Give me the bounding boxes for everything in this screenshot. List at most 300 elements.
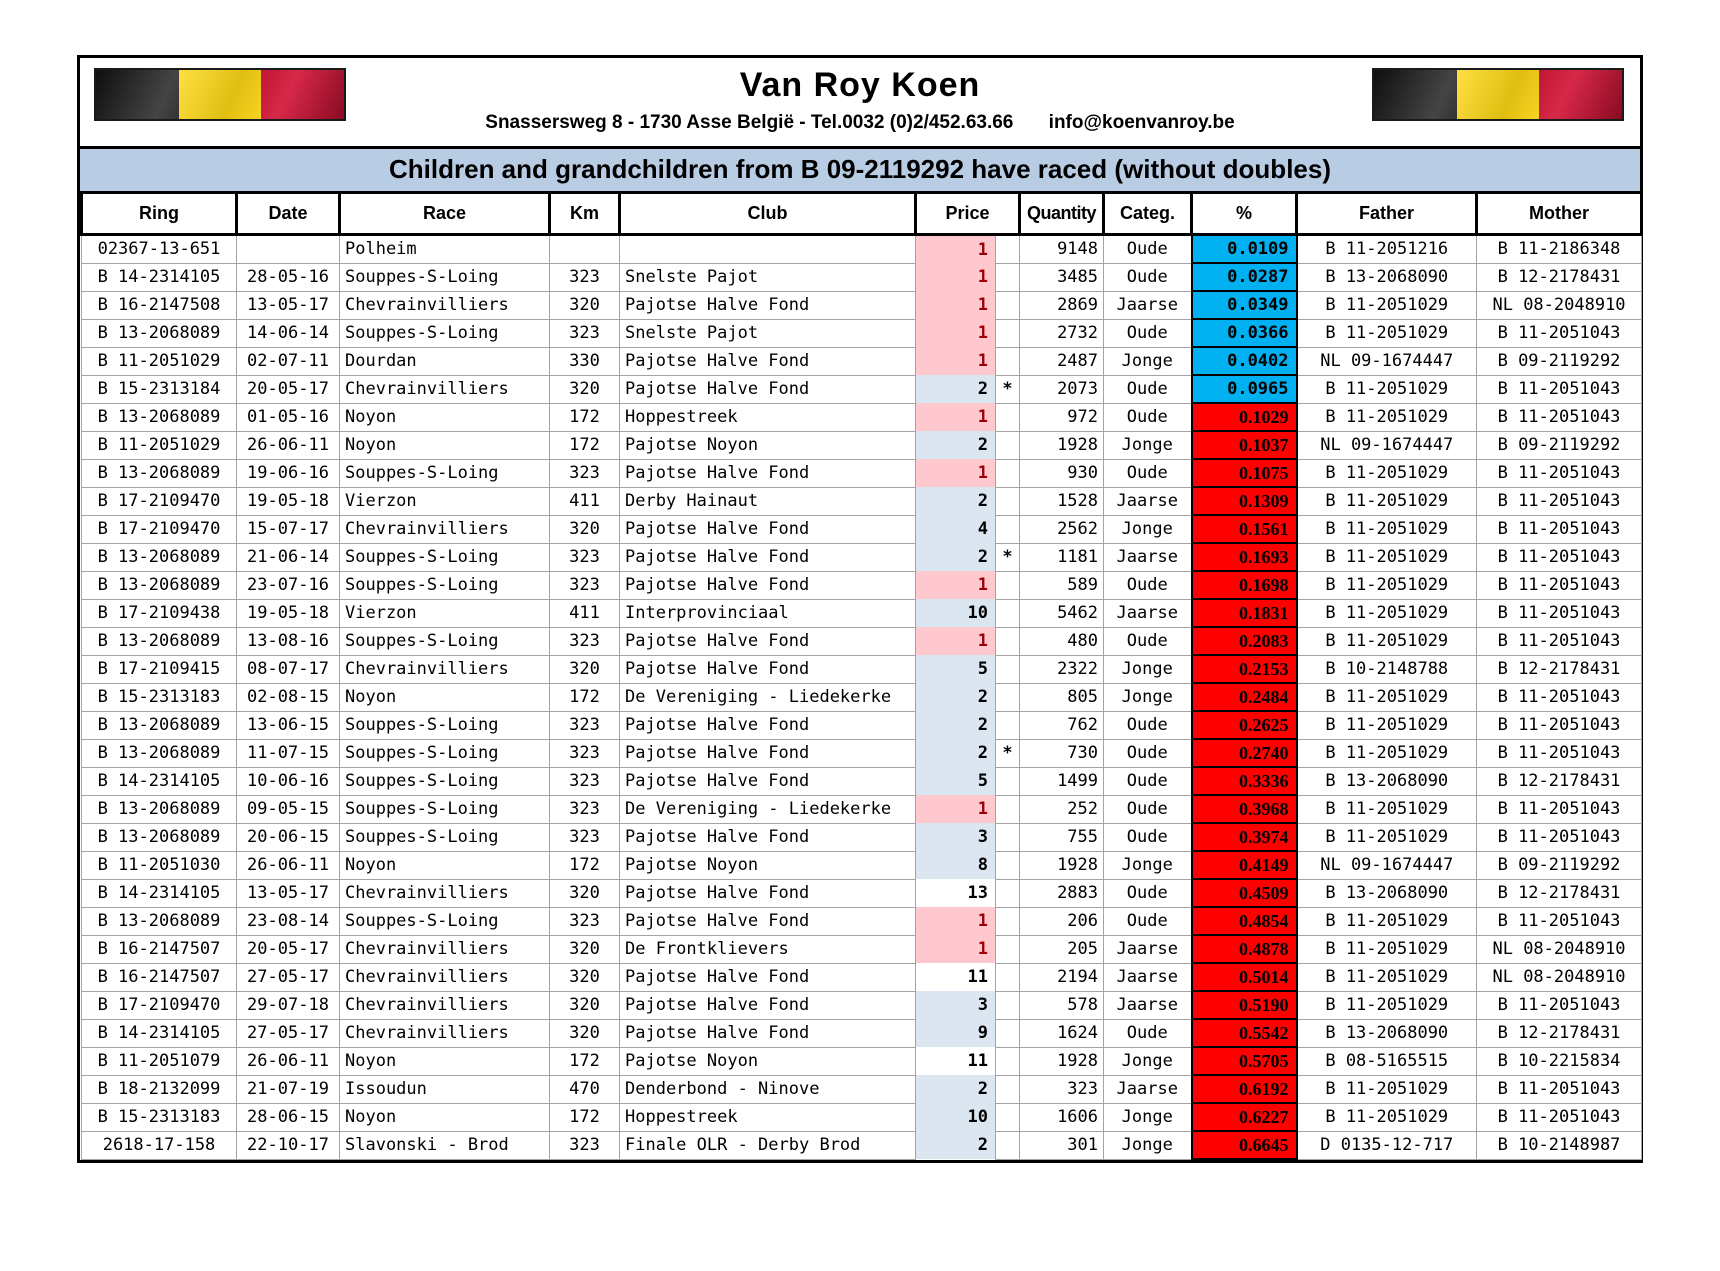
cell-categ: Jonge (1104, 515, 1192, 543)
table-row (82, 879, 1642, 907)
cell-star (996, 1103, 1020, 1131)
cell-star: * (996, 739, 1020, 767)
cell-club: Pajotse Halve Fond (620, 1019, 916, 1047)
table-row (82, 347, 1642, 375)
cell-km: 172 (550, 1103, 620, 1131)
cell-star (996, 515, 1020, 543)
cell-quantity: 301 (1020, 1131, 1104, 1159)
table-row (82, 907, 1642, 935)
cell-father: B 11-2051029 (1297, 823, 1477, 851)
cell-km: 320 (550, 963, 620, 991)
cell-ring: B 17-2109470 (82, 487, 237, 515)
cell-race: Chevrainvilliers (340, 1019, 550, 1047)
cell-price: 10 (916, 1103, 996, 1131)
cell-price: 1 (916, 291, 996, 319)
flag-stripe-yellow (1457, 70, 1540, 119)
cell-categ: Oude (1104, 739, 1192, 767)
cell-star (996, 823, 1020, 851)
cell-ring: B 13-2068089 (82, 571, 237, 599)
cell-club: Pajotse Halve Fond (620, 459, 916, 487)
cell-ring: B 11-2051030 (82, 851, 237, 879)
table-row (82, 1047, 1642, 1075)
cell-price: 2 (916, 1075, 996, 1103)
email-text: info@koenvanroy.be (1048, 112, 1235, 133)
table-row (82, 823, 1642, 851)
flag-stripe-red (1539, 70, 1622, 119)
cell-father: B 11-2051029 (1297, 487, 1477, 515)
cell-club: Derby Hainaut (620, 487, 916, 515)
cell-race: Souppes-S-Loing (340, 263, 550, 291)
cell-pct: 0.3974 (1192, 823, 1297, 851)
cell-categ: Oude (1104, 571, 1192, 599)
cell-star (996, 1047, 1020, 1075)
cell-pct: 0.1309 (1192, 487, 1297, 515)
cell-price: 10 (916, 599, 996, 627)
cell-pct: 0.0402 (1192, 347, 1297, 375)
cell-categ: Oude (1104, 375, 1192, 403)
cell-race: Souppes-S-Loing (340, 823, 550, 851)
table-row (82, 963, 1642, 991)
flag-stripe-black (96, 70, 179, 119)
cell-mother: B 11-2186348 (1477, 235, 1642, 264)
cell-price: 1 (916, 935, 996, 963)
cell-star (996, 767, 1020, 795)
cell-categ: Oude (1104, 767, 1192, 795)
cell-date: 27-05-17 (237, 1019, 340, 1047)
table-row (82, 739, 1642, 767)
cell-date: 19-06-16 (237, 459, 340, 487)
cell-km: 323 (550, 263, 620, 291)
cell-km (550, 235, 620, 264)
cell-race: Chevrainvilliers (340, 291, 550, 319)
column-header-race: Race (340, 193, 550, 235)
cell-father: B 08-5165515 (1297, 1047, 1477, 1075)
table-row (82, 711, 1642, 739)
cell-club: Denderbond - Ninove (620, 1075, 916, 1103)
cell-star (996, 599, 1020, 627)
cell-quantity: 480 (1020, 627, 1104, 655)
cell-categ: Oude (1104, 907, 1192, 935)
cell-pct: 0.2484 (1192, 683, 1297, 711)
cell-father: B 11-2051029 (1297, 291, 1477, 319)
cell-race: Noyon (340, 431, 550, 459)
cell-club: Pajotse Halve Fond (620, 375, 916, 403)
cell-father: B 11-2051029 (1297, 543, 1477, 571)
cell-ring: B 15-2313183 (82, 683, 237, 711)
cell-categ: Oude (1104, 235, 1192, 264)
cell-categ: Jonge (1104, 1103, 1192, 1131)
cell-mother: B 12-2178431 (1477, 1019, 1642, 1047)
cell-categ: Oude (1104, 403, 1192, 431)
cell-mother: B 11-2051043 (1477, 571, 1642, 599)
table-row (82, 655, 1642, 683)
cell-categ: Jaarse (1104, 935, 1192, 963)
cell-date: 22-10-17 (237, 1131, 340, 1159)
cell-club: Pajotse Noyon (620, 431, 916, 459)
cell-km: 172 (550, 851, 620, 879)
cell-mother: B 11-2051043 (1477, 375, 1642, 403)
cell-club: De Vereniging - Liedekerke (620, 795, 916, 823)
cell-ring: B 17-2109470 (82, 515, 237, 543)
cell-price: 9 (916, 1019, 996, 1047)
cell-race: Chevrainvilliers (340, 515, 550, 543)
table-row (82, 1075, 1642, 1103)
cell-categ: Oude (1104, 263, 1192, 291)
cell-categ: Jonge (1104, 347, 1192, 375)
cell-price: 1 (916, 459, 996, 487)
cell-father: B 11-2051029 (1297, 571, 1477, 599)
cell-quantity: 930 (1020, 459, 1104, 487)
document (77, 55, 1643, 1163)
cell-ring: B 16-2147508 (82, 291, 237, 319)
cell-date: 08-07-17 (237, 655, 340, 683)
cell-price: 1 (916, 319, 996, 347)
cell-km: 411 (550, 487, 620, 515)
cell-star (996, 683, 1020, 711)
cell-club: Pajotse Halve Fond (620, 515, 916, 543)
cell-km: 172 (550, 403, 620, 431)
cell-date: 23-08-14 (237, 907, 340, 935)
cell-km: 320 (550, 935, 620, 963)
cell-quantity: 5462 (1020, 599, 1104, 627)
cell-date: 29-07-18 (237, 991, 340, 1019)
cell-date: 09-05-15 (237, 795, 340, 823)
cell-father: B 11-2051029 (1297, 935, 1477, 963)
table-row (82, 935, 1642, 963)
cell-date: 13-08-16 (237, 627, 340, 655)
cell-quantity: 323 (1020, 1075, 1104, 1103)
cell-ring: B 17-2109438 (82, 599, 237, 627)
cell-km: 320 (550, 291, 620, 319)
cell-km: 323 (550, 823, 620, 851)
cell-pct: 0.5014 (1192, 963, 1297, 991)
cell-star (996, 711, 1020, 739)
cell-race: Chevrainvilliers (340, 879, 550, 907)
cell-quantity: 3485 (1020, 263, 1104, 291)
cell-race: Slavonski - Brod (340, 1131, 550, 1159)
table-row (82, 375, 1642, 403)
cell-pct: 0.5190 (1192, 991, 1297, 1019)
cell-date (237, 235, 340, 264)
table-row (82, 767, 1642, 795)
cell-father: D 0135-12-717 (1297, 1131, 1477, 1159)
cell-star (996, 935, 1020, 963)
cell-club (620, 235, 916, 264)
belgian-flag-icon (94, 68, 346, 121)
cell-price: 11 (916, 963, 996, 991)
cell-quantity: 2732 (1020, 319, 1104, 347)
cell-pct: 0.1037 (1192, 431, 1297, 459)
cell-pct: 0.6227 (1192, 1103, 1297, 1131)
cell-ring: B 18-2132099 (82, 1075, 237, 1103)
cell-club: Snelste Pajot (620, 319, 916, 347)
cell-race: Chevrainvilliers (340, 963, 550, 991)
cell-ring: B 17-2109470 (82, 991, 237, 1019)
table-row (82, 459, 1642, 487)
table-row (82, 1131, 1642, 1159)
table-row (82, 403, 1642, 431)
cell-categ: Oude (1104, 459, 1192, 487)
cell-star (996, 291, 1020, 319)
cell-club: Hoppestreek (620, 1103, 916, 1131)
column-header-club: Club (620, 193, 916, 235)
cell-mother: B 11-2051043 (1477, 543, 1642, 571)
cell-pct: 0.2740 (1192, 739, 1297, 767)
cell-km: 323 (550, 907, 620, 935)
cell-categ: Jaarse (1104, 291, 1192, 319)
cell-race: Issoudun (340, 1075, 550, 1103)
cell-father: B 11-2051029 (1297, 963, 1477, 991)
cell-date: 15-07-17 (237, 515, 340, 543)
cell-mother: B 11-2051043 (1477, 403, 1642, 431)
cell-date: 19-05-18 (237, 487, 340, 515)
cell-price: 2 (916, 711, 996, 739)
cell-mother: NL 08-2048910 (1477, 935, 1642, 963)
cell-race: Souppes-S-Loing (340, 795, 550, 823)
table-row (82, 431, 1642, 459)
cell-ring: 2618-17-158 (82, 1131, 237, 1159)
cell-quantity: 730 (1020, 739, 1104, 767)
cell-ring: B 13-2068089 (82, 711, 237, 739)
cell-mother: B 11-2051043 (1477, 991, 1642, 1019)
cell-race: Souppes-S-Loing (340, 767, 550, 795)
cell-date: 01-05-16 (237, 403, 340, 431)
cell-km: 323 (550, 543, 620, 571)
cell-price: 2 (916, 431, 996, 459)
cell-pct: 0.0965 (1192, 375, 1297, 403)
cell-ring: B 13-2068089 (82, 459, 237, 487)
cell-father: B 11-2051029 (1297, 459, 1477, 487)
table-row (82, 627, 1642, 655)
cell-race: Vierzon (340, 487, 550, 515)
cell-categ: Oude (1104, 627, 1192, 655)
cell-pct: 0.0366 (1192, 319, 1297, 347)
cell-father: B 11-2051029 (1297, 1075, 1477, 1103)
cell-quantity: 205 (1020, 935, 1104, 963)
cell-date: 23-07-16 (237, 571, 340, 599)
column-header-km: Km (550, 193, 620, 235)
cell-date: 20-05-17 (237, 935, 340, 963)
cell-mother: B 11-2051043 (1477, 711, 1642, 739)
cell-km: 323 (550, 459, 620, 487)
cell-mother: B 11-2051043 (1477, 487, 1642, 515)
cell-quantity: 1606 (1020, 1103, 1104, 1131)
cell-father: B 11-2051029 (1297, 515, 1477, 543)
cell-pct: 0.1029 (1192, 403, 1297, 431)
column-header-categ: Categ. (1104, 193, 1192, 235)
header-row (82, 193, 1642, 235)
cell-pct: 0.1561 (1192, 515, 1297, 543)
cell-quantity: 1499 (1020, 767, 1104, 795)
cell-club: Interprovinciaal (620, 599, 916, 627)
column-header-ring: Ring (82, 193, 237, 235)
cell-club: Hoppestreek (620, 403, 916, 431)
cell-price: 1 (916, 347, 996, 375)
cell-quantity: 252 (1020, 795, 1104, 823)
cell-date: 20-05-17 (237, 375, 340, 403)
cell-club: Pajotse Halve Fond (620, 767, 916, 795)
cell-star (996, 403, 1020, 431)
cell-race: Noyon (340, 683, 550, 711)
cell-quantity: 1928 (1020, 431, 1104, 459)
cell-categ: Jaarse (1104, 1075, 1192, 1103)
cell-km: 172 (550, 1047, 620, 1075)
cell-club: Pajotse Halve Fond (620, 655, 916, 683)
cell-race: Souppes-S-Loing (340, 627, 550, 655)
cell-pct: 0.6192 (1192, 1075, 1297, 1103)
flag-stripe-black (1374, 70, 1457, 119)
cell-categ: Oude (1104, 823, 1192, 851)
cell-km: 320 (550, 375, 620, 403)
cell-km: 323 (550, 795, 620, 823)
cell-quantity: 2883 (1020, 879, 1104, 907)
cell-quantity: 2073 (1020, 375, 1104, 403)
cell-quantity: 1528 (1020, 487, 1104, 515)
cell-ring: 02367-13-651 (82, 235, 237, 264)
cell-star (996, 347, 1020, 375)
cell-ring: B 11-2051029 (82, 347, 237, 375)
cell-price: 1 (916, 263, 996, 291)
cell-mother: B 12-2178431 (1477, 879, 1642, 907)
cell-father: NL 09-1674447 (1297, 851, 1477, 879)
column-header-date: Date (237, 193, 340, 235)
cell-ring: B 15-2313184 (82, 375, 237, 403)
cell-father: B 11-2051029 (1297, 739, 1477, 767)
cell-mother: B 11-2051043 (1477, 1103, 1642, 1131)
cell-ring: B 16-2147507 (82, 935, 237, 963)
cell-quantity: 2562 (1020, 515, 1104, 543)
cell-race: Souppes-S-Loing (340, 739, 550, 767)
cell-mother: B 12-2178431 (1477, 767, 1642, 795)
table-row (82, 571, 1642, 599)
cell-race: Chevrainvilliers (340, 991, 550, 1019)
cell-father: B 13-2068090 (1297, 1019, 1477, 1047)
table-row (82, 291, 1642, 319)
cell-mother: B 11-2051043 (1477, 795, 1642, 823)
cell-race: Souppes-S-Loing (340, 711, 550, 739)
cell-price: 11 (916, 1047, 996, 1075)
cell-quantity: 578 (1020, 991, 1104, 1019)
cell-ring: B 14-2314105 (82, 879, 237, 907)
cell-km: 323 (550, 1131, 620, 1159)
cell-pct: 0.1693 (1192, 543, 1297, 571)
cell-date: 13-05-17 (237, 291, 340, 319)
cell-quantity: 2322 (1020, 655, 1104, 683)
cell-pct: 0.4854 (1192, 907, 1297, 935)
cell-mother: B 11-2051043 (1477, 823, 1642, 851)
cell-pct: 0.4149 (1192, 851, 1297, 879)
cell-club: De Frontklievers (620, 935, 916, 963)
cell-mother: B 11-2051043 (1477, 515, 1642, 543)
cell-quantity: 2487 (1020, 347, 1104, 375)
cell-race: Souppes-S-Loing (340, 571, 550, 599)
cell-categ: Oude (1104, 711, 1192, 739)
table-row (82, 263, 1642, 291)
cell-father: B 11-2051029 (1297, 319, 1477, 347)
cell-star (996, 571, 1020, 599)
cell-price: 1 (916, 907, 996, 935)
cell-mother: B 11-2051043 (1477, 459, 1642, 487)
cell-ring: B 16-2147507 (82, 963, 237, 991)
cell-km: 320 (550, 655, 620, 683)
cell-mother: NL 08-2048910 (1477, 963, 1642, 991)
cell-pct: 0.2625 (1192, 711, 1297, 739)
cell-star (996, 655, 1020, 683)
cell-price: 2 (916, 683, 996, 711)
cell-date: 14-06-14 (237, 319, 340, 347)
table-row (82, 487, 1642, 515)
cell-quantity: 1928 (1020, 851, 1104, 879)
cell-price: 1 (916, 627, 996, 655)
table-row (82, 683, 1642, 711)
cell-star (996, 991, 1020, 1019)
cell-race: Chevrainvilliers (340, 375, 550, 403)
cell-mother: B 11-2051043 (1477, 1075, 1642, 1103)
cell-price: 1 (916, 403, 996, 431)
cell-race: Souppes-S-Loing (340, 543, 550, 571)
cell-price: 1 (916, 571, 996, 599)
cell-star (996, 627, 1020, 655)
cell-race: Noyon (340, 1103, 550, 1131)
cell-mother: B 11-2051043 (1477, 319, 1642, 347)
cell-father: NL 09-1674447 (1297, 431, 1477, 459)
cell-pct: 0.1075 (1192, 459, 1297, 487)
cell-father: B 11-2051216 (1297, 235, 1477, 264)
cell-ring: B 17-2109415 (82, 655, 237, 683)
cell-quantity: 1928 (1020, 1047, 1104, 1075)
cell-father: B 11-2051029 (1297, 627, 1477, 655)
cell-star (996, 319, 1020, 347)
cell-race: Chevrainvilliers (340, 655, 550, 683)
cell-race: Polheim (340, 235, 550, 264)
cell-km: 323 (550, 711, 620, 739)
cell-club: Pajotse Halve Fond (620, 627, 916, 655)
cell-categ: Jonge (1104, 431, 1192, 459)
address-text: Snassersweg 8 - 1730 Asse België - Tel.0032 (0)2/452.63.66 (485, 112, 1014, 133)
table-header (82, 193, 1642, 235)
cell-race: Chevrainvilliers (340, 935, 550, 963)
belgian-flag-icon (1372, 68, 1624, 121)
cell-star (996, 1019, 1020, 1047)
cell-club: Pajotse Halve Fond (620, 291, 916, 319)
results-table (80, 191, 1643, 1160)
cell-price: 2 (916, 375, 996, 403)
cell-date: 19-05-18 (237, 599, 340, 627)
cell-km: 323 (550, 319, 620, 347)
cell-club: Pajotse Halve Fond (620, 991, 916, 1019)
cell-club: Finale OLR - Derby Brod (620, 1131, 916, 1159)
cell-mother: NL 08-2048910 (1477, 291, 1642, 319)
cell-mother: B 11-2051043 (1477, 627, 1642, 655)
cell-ring: B 15-2313183 (82, 1103, 237, 1131)
cell-father: B 11-2051029 (1297, 711, 1477, 739)
cell-father: B 11-2051029 (1297, 683, 1477, 711)
cell-categ: Oude (1104, 319, 1192, 347)
cell-quantity: 589 (1020, 571, 1104, 599)
cell-mother: B 10-2148987 (1477, 1131, 1642, 1159)
cell-categ: Jaarse (1104, 599, 1192, 627)
cell-km: 320 (550, 515, 620, 543)
cell-km: 320 (550, 991, 620, 1019)
cell-pct: 0.1698 (1192, 571, 1297, 599)
cell-quantity: 805 (1020, 683, 1104, 711)
cell-father: B 11-2051029 (1297, 375, 1477, 403)
cell-pct: 0.4509 (1192, 879, 1297, 907)
cell-star (996, 431, 1020, 459)
cell-quantity: 755 (1020, 823, 1104, 851)
cell-km: 323 (550, 767, 620, 795)
flag-stripe-yellow (179, 70, 262, 119)
